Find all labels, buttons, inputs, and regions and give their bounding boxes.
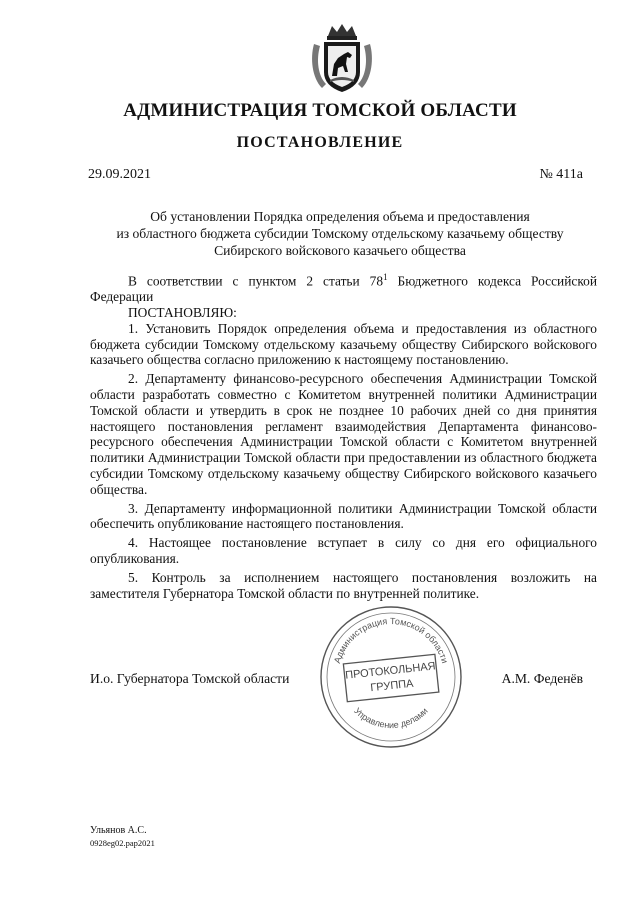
resolution-item: 2. Департаменту финансово-ресурсного обеспечения Администрации Томской области разработать совместно с Комитетом внутренней политики Администрации Томской области и утвердить в срок не позднее 10 рабочих дней со дня принятия настоящего постановления регламент взаимодействия Департамента финансово-ресурсного обеспечения Администрации Томской области с Комитетом внутренней политики Администрации Томской области при предоставлении из областного бюджета субсидии Томскому отдельскому казачьему обществу Сибирского войскового казачьего общества. bbox=[90, 371, 597, 497]
executor-name: Ульянов А.С. bbox=[90, 825, 147, 836]
article-superscript: 1 bbox=[383, 272, 388, 282]
preamble-text-end: Бюджетного кодекса Российской Федерации bbox=[90, 273, 598, 305]
document-subject bbox=[80, 208, 600, 259]
official-stamp bbox=[318, 604, 464, 750]
resolution-item: 4. Настоящее постановление вступает в силу со дня его официального опубликования. bbox=[90, 535, 597, 567]
stamp-box-line1: ПРОТОКОЛЬНАЯ bbox=[344, 660, 437, 682]
resolution-item: 3. Департаменту информационной политики Администрации Томской области обеспечить опубликование настоящего постановления. bbox=[90, 500, 597, 532]
stamp-box-line2: ГРУППА bbox=[369, 677, 415, 695]
resolve-heading: ПОСТАНОВЛЯЮ: bbox=[128, 305, 237, 321]
signatory-position: И.о. Губернатора Томской области bbox=[90, 671, 290, 686]
document-date: 29.09.2021 bbox=[88, 167, 151, 182]
stamp-ring-text: Администрация Томской области bbox=[331, 615, 451, 665]
subject-line: из областного бюджета субсидии Томскому отдельскому казачьему обществу bbox=[116, 226, 564, 241]
resolution-item: 5. Контроль за исполнением настоящего постановления возложить на заместителя Губернатора Томской области по внутренней политике. bbox=[90, 569, 597, 601]
svg-text:Управление делами bbox=[352, 706, 430, 730]
tomsk-coat-of-arms-icon bbox=[310, 22, 374, 94]
subject-line: Об установлении Порядка определения объема и предоставления bbox=[150, 209, 530, 224]
preamble-text: В соответствии с пунктом 2 статьи 78 bbox=[128, 273, 384, 289]
signatory-name: А.М. Феденёв bbox=[501, 671, 583, 686]
document-code: 0928eg02.pap2021 bbox=[90, 838, 155, 848]
subject-line: Сибирского войскового казачьего общества bbox=[214, 243, 466, 258]
document-body bbox=[90, 270, 597, 601]
document-number: № 411а bbox=[539, 167, 583, 182]
resolution-item: 1. Установить Порядок определения объема и предоставления из областного бюджета субсидии Томскому отдельскому казачьему обществу Сибирского войскового казачьего общества согласно приложению к настоящему постановлению. bbox=[90, 320, 597, 368]
document-type: ПОСТАНОВЛЕНИЕ bbox=[236, 134, 404, 151]
stamp-bottom-text: Управление делами bbox=[352, 705, 430, 731]
organization-title: АДМИНИСТРАЦИЯ ТОМСКОЙ ОБЛАСТИ bbox=[123, 100, 517, 121]
preamble-paragraph bbox=[90, 270, 597, 305]
